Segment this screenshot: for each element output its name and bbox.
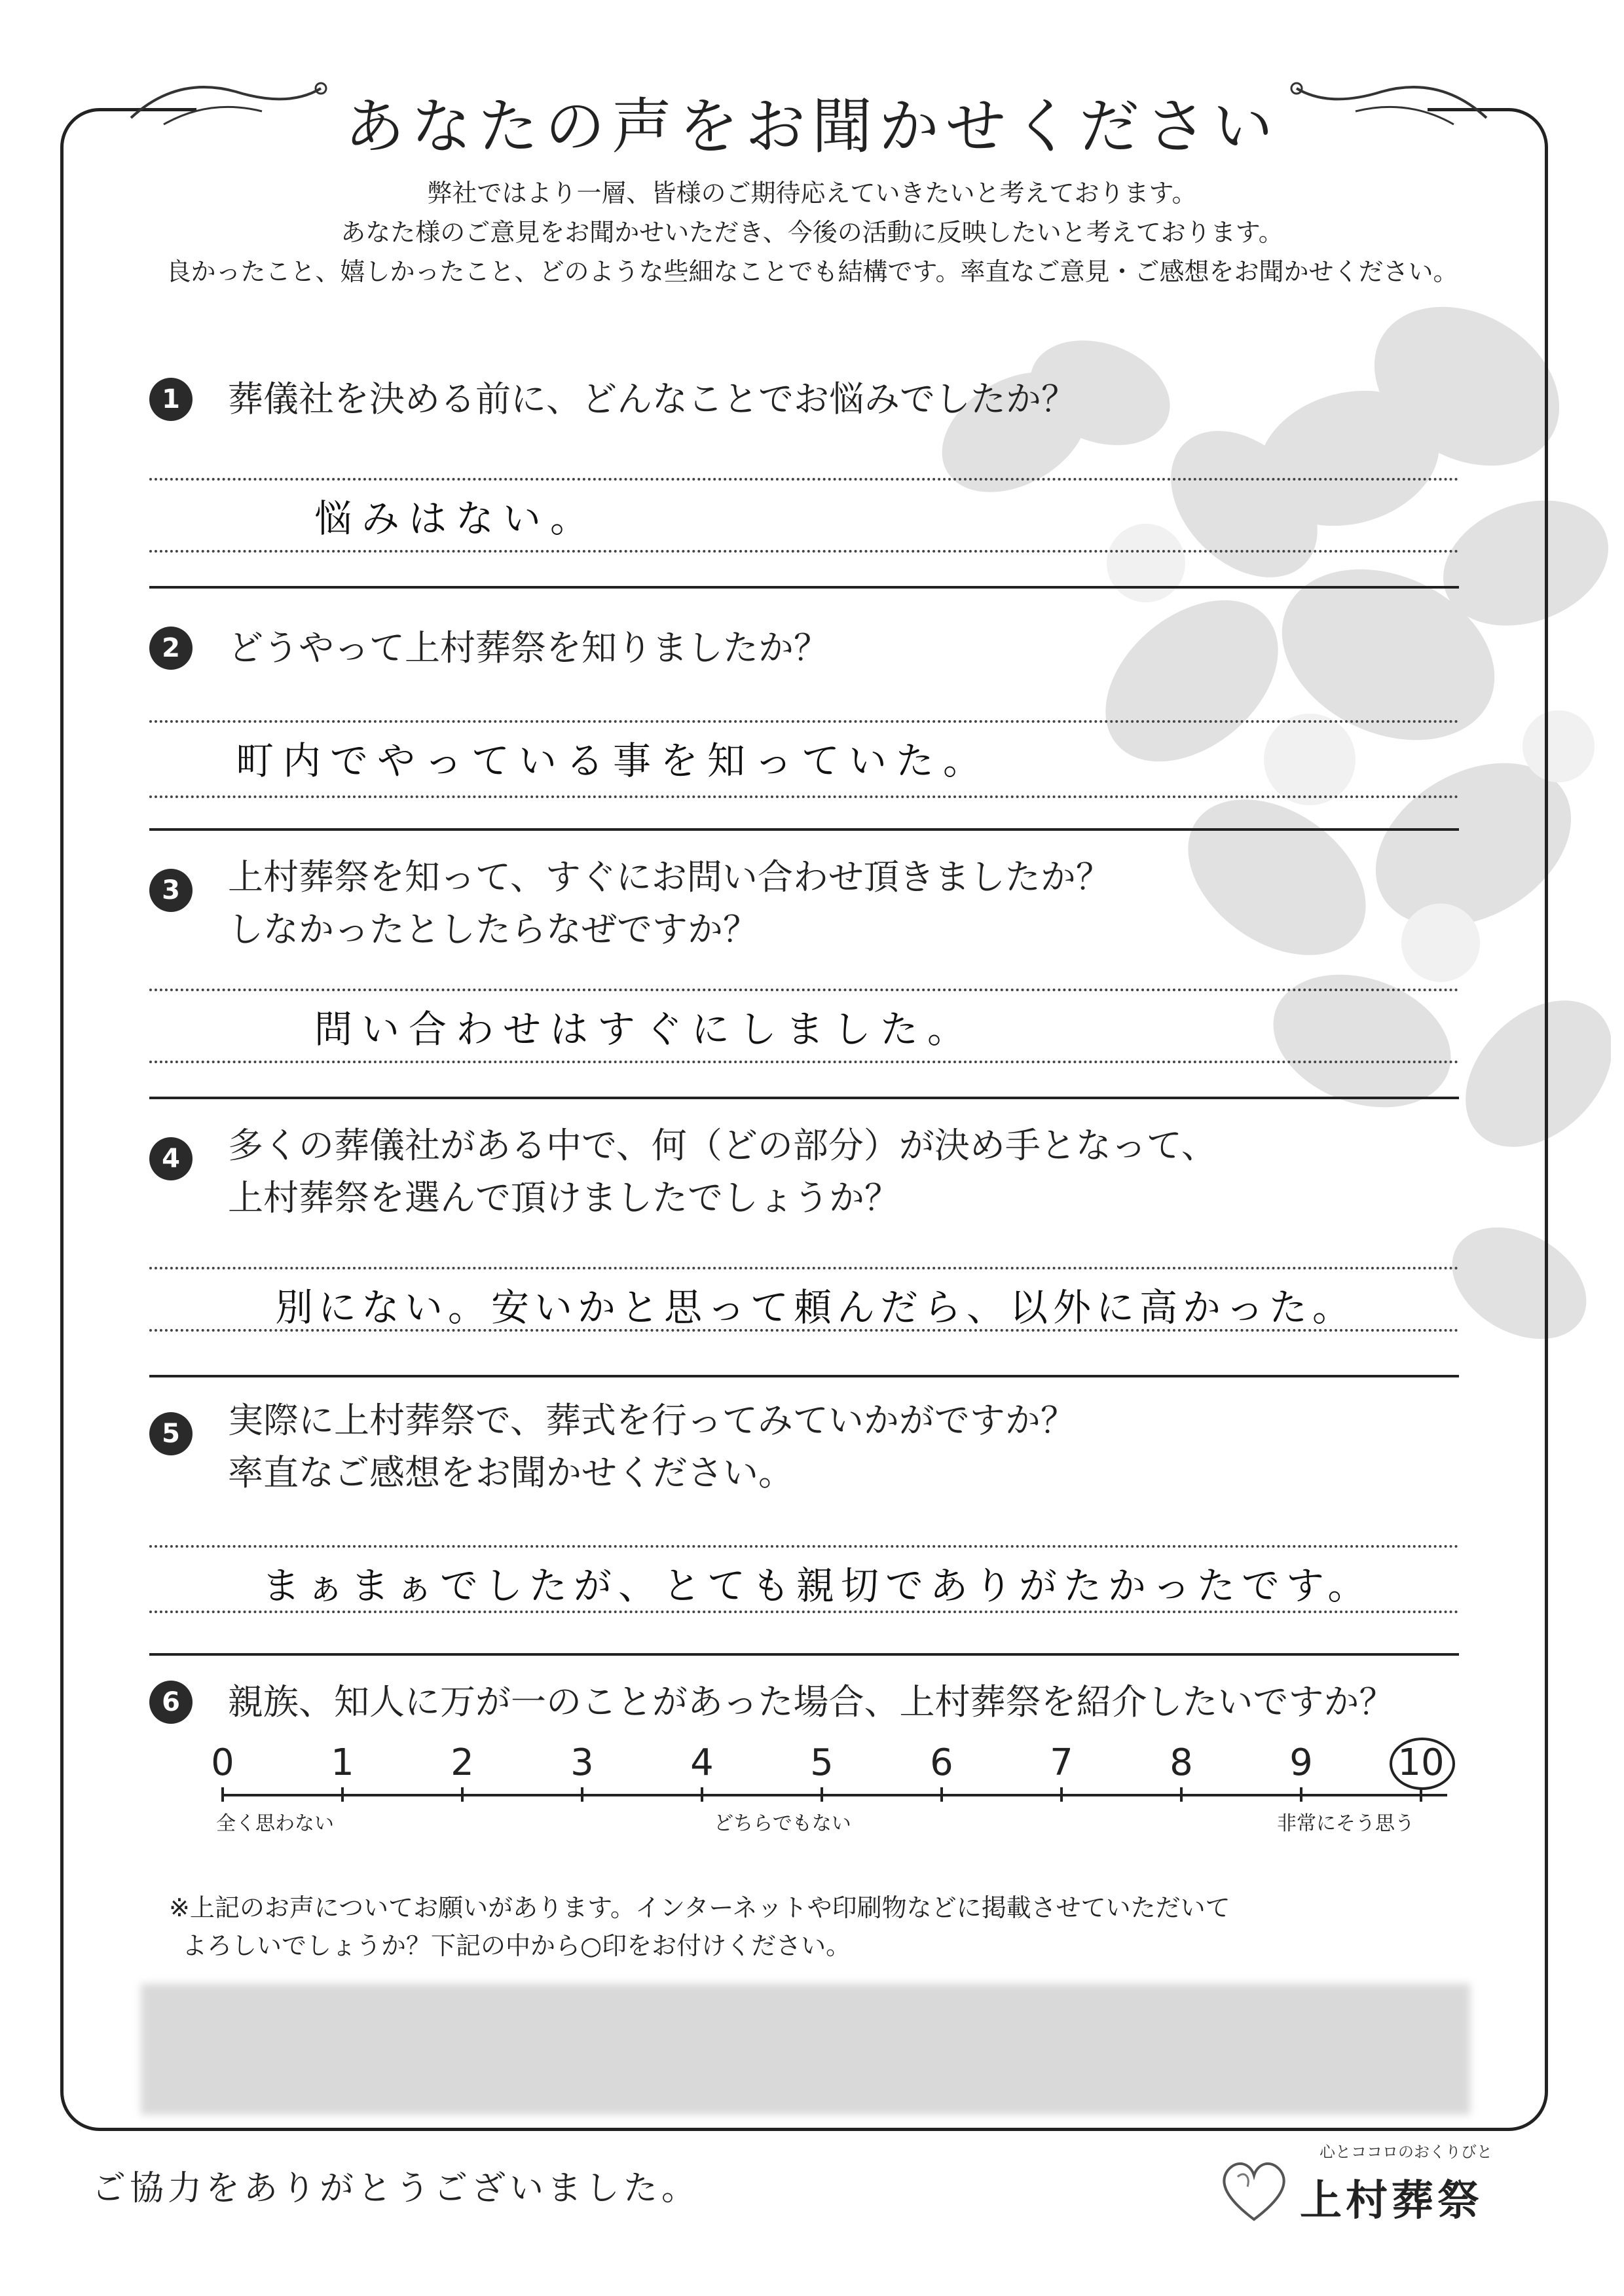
- rating-tick-label[interactable]: 2: [451, 1741, 474, 1784]
- question-text: しなかったとしたらなぜですか？: [228, 909, 758, 950]
- rating-tick: [461, 1787, 464, 1802]
- rating-tick-label[interactable]: 6: [930, 1741, 953, 1784]
- intro-line: あなた様のご意見をお聞かせいただき、今後の活動に反映したいと考えております。: [341, 218, 1283, 247]
- answer-rule: [149, 1611, 1459, 1613]
- rating-tick: [581, 1787, 583, 1802]
- question-text: 上村葬祭を知って、すぐにお問い合わせ頂きましたか？: [228, 856, 1111, 898]
- rating-tick-label[interactable]: 9: [1289, 1741, 1313, 1784]
- rating-tick-label[interactable]: 7: [1050, 1741, 1073, 1784]
- question-number-badge: 4: [149, 1137, 193, 1180]
- logo-tagline: 心とココロのおくりびと: [1320, 2143, 1492, 2161]
- page-title: あなたの声をお聞かせください: [344, 92, 1280, 162]
- question-text: 率直なご感想をお聞かせください。: [228, 1452, 794, 1493]
- answer-text: 問い合わせはすぐにしました。: [314, 1007, 975, 1051]
- selected-rating-circle: [1390, 1738, 1455, 1790]
- rating-scale-line: [223, 1794, 1447, 1796]
- answer-rule: [149, 989, 1459, 991]
- section-divider: [149, 1653, 1459, 1656]
- intro-text: [98, 173, 1526, 291]
- question-number-badge: 5: [149, 1412, 193, 1455]
- intro-line: 良かったこと、嬉しかったこと、どのような些細なことでも結構です。率直なご意見・ご感想をお聞かせください。: [166, 257, 1458, 286]
- answer-rule: [149, 1061, 1459, 1063]
- note-line: よろしいでしょうか？下記の中から○印をお付けください。: [182, 1931, 851, 1960]
- rating-tick-label[interactable]: 4: [690, 1741, 714, 1784]
- question-number-badge: 3: [149, 869, 193, 912]
- company-logo: [1215, 2138, 1522, 2242]
- intro-line: 弊社ではより一層、皆様のご期待応えていきたいと考えております。: [427, 179, 1197, 208]
- rating-label-low: 全く思わない: [216, 1812, 334, 1835]
- thanks-message: ご協力をありがとうございました。: [92, 2169, 700, 2208]
- question-text: 葬儀社を決める前に、どんなことでお悩みでしたか？: [228, 378, 1077, 420]
- rating-tick-label[interactable]: 10: [1397, 1741, 1445, 1784]
- answer-rule: [149, 550, 1459, 553]
- rating-tick: [701, 1787, 703, 1802]
- rating-tick-label[interactable]: 0: [211, 1741, 234, 1784]
- rating-tick: [341, 1787, 344, 1802]
- heart-logo-icon: [1215, 2151, 1293, 2229]
- redacted-consent-area: [141, 1984, 1470, 2115]
- answer-rule: [149, 1267, 1459, 1269]
- rating-tick: [940, 1787, 943, 1802]
- question-number-badge: 2: [149, 627, 193, 670]
- rating-tick: [1300, 1787, 1302, 1802]
- answer-rule: [149, 720, 1459, 723]
- rating-tick: [1060, 1787, 1063, 1802]
- rating-tick: [821, 1787, 823, 1802]
- question-number-badge: 1: [149, 378, 193, 421]
- section-divider: [149, 828, 1459, 831]
- question-text: どうやって上村葬祭を知りましたか？: [228, 627, 829, 668]
- question-text: 多くの葬儀社がある中で、何（どの部分）が決め手となって、: [228, 1125, 1217, 1166]
- question-text: 実際に上村葬祭で、葬式を行ってみていかがですか？: [228, 1400, 1076, 1441]
- rating-scale: [211, 1741, 1454, 1846]
- rating-tick-label[interactable]: 8: [1170, 1741, 1193, 1784]
- publication-note: [169, 1889, 1230, 1965]
- answer-text: 町内でやっている事を知っていた。: [236, 738, 991, 783]
- rating-tick-label[interactable]: 5: [810, 1741, 834, 1784]
- question-text: 親族、知人に万が一のことがあった場合、上村葬祭を紹介したいですか？: [228, 1681, 1395, 1722]
- note-line: ※上記のお声についてお願いがあります。インターネットや印刷物などに掲載させていただいて: [169, 1893, 1230, 1922]
- answer-text: 悩みはない。: [314, 496, 598, 541]
- answer-rule: [149, 795, 1459, 798]
- rating-tick: [1180, 1787, 1183, 1802]
- answer-text: 別にない。安いかと思って頼んだら、以外に高かった。: [275, 1285, 1356, 1330]
- rating-tick-label[interactable]: 3: [570, 1741, 594, 1784]
- rating-label-mid: どちらでもない: [714, 1812, 851, 1835]
- section-divider: [149, 1375, 1459, 1377]
- answer-rule: [149, 478, 1459, 481]
- question-number-badge: 6: [149, 1681, 193, 1724]
- section-divider: [149, 1097, 1459, 1099]
- rating-tick-label[interactable]: 1: [331, 1741, 354, 1784]
- answer-text: まぁまぁでしたが、とても親切でありがたかったです。: [262, 1563, 1373, 1608]
- rating-tick: [221, 1787, 224, 1802]
- answer-rule: [149, 1329, 1459, 1332]
- logo-name: 上村葬祭: [1300, 2177, 1483, 2225]
- rating-label-high: 非常にそう思う: [1277, 1812, 1414, 1835]
- question-text: 上村葬祭を選んで頂けましたでしょうか？: [228, 1177, 900, 1218]
- section-divider: [149, 586, 1459, 589]
- answer-rule: [149, 1545, 1459, 1548]
